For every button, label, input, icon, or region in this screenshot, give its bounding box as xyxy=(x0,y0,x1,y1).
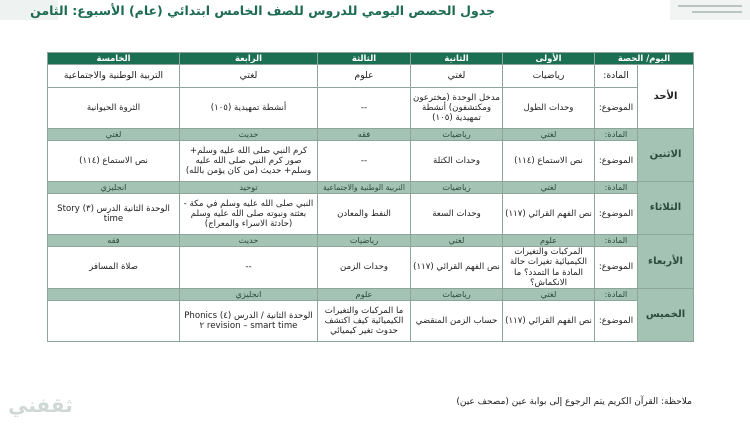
topic-cell: نص الاستماع (١١٤) xyxy=(503,141,595,182)
subject-cell: لغتي xyxy=(503,289,595,301)
ministry-logo xyxy=(670,0,750,20)
table-row xyxy=(48,194,694,235)
subject-cell: لغتي xyxy=(48,129,180,141)
day-name: الخميس xyxy=(638,289,694,342)
topic-label: الموضوع: xyxy=(595,194,638,235)
topic-cell: نص الفهم القرائي (١١٧) xyxy=(503,194,595,235)
topic-cell: الوحدة الثانية / الدرس (٤) Phonics revision – smart time ٢ xyxy=(180,301,318,342)
footer-note: ملاحظة: القرآن الكريم يتم الرجوع إلى بوابة عين (مصحف عين) xyxy=(456,397,692,407)
subject-label: المادة: xyxy=(595,129,638,141)
table-row xyxy=(48,289,694,301)
topic-cell: -- xyxy=(180,247,318,289)
topic-cell: حساب الزمن المنقضي xyxy=(411,301,503,342)
topic-cell: أنشطة تمهيدية (١٠٥) xyxy=(180,88,318,129)
subject-cell: رياضيات xyxy=(411,289,503,301)
subject-cell: فقه xyxy=(48,235,180,247)
subject-cell: انجليزي xyxy=(180,289,318,301)
subject-label: المادة: xyxy=(595,235,638,247)
topic-cell: الثروة الحيوانية xyxy=(48,88,180,129)
period-header: الرابعة xyxy=(180,53,318,65)
subject-cell: رياضيات xyxy=(411,129,503,141)
watermark-logo: ثقفني xyxy=(8,393,73,417)
topic-cell: وحدات الزمن xyxy=(318,247,411,289)
topic-cell: النبي صلى الله عليه وسلم في مكة - بعثته ونبوته صلى الله عليه وسلم (حادثة الاسراء والمعراج) xyxy=(180,194,318,235)
subject-cell: رياضيات xyxy=(318,235,411,247)
subject-cell: لغتي xyxy=(411,65,503,88)
topic-cell: نص الاستماع (١١٤) xyxy=(48,141,180,182)
period-header: الثالثة xyxy=(318,53,411,65)
topic-cell: وحدات السعة xyxy=(411,194,503,235)
topic-cell: نص الفهم القرائي (١١٧) xyxy=(503,301,595,342)
topic-cell: وحدات الطول xyxy=(503,88,595,129)
period-header: الثانية xyxy=(411,53,503,65)
topic-label: الموضوع: xyxy=(595,141,638,182)
subject-cell: التربية الوطنية والاجتماعية xyxy=(318,182,411,194)
topic-cell: مدخل الوحدة (مخترعون ومكتشفون) أنشطة تمهيدية (١٠٥) xyxy=(411,88,503,129)
topic-cell: المركبات والتغيرات الكيميائية تغيرات حالة المادة ما التمدد؟ ما الانكماش؟ xyxy=(503,247,595,289)
day-name: الأحد xyxy=(638,65,694,129)
topic-cell xyxy=(48,301,180,342)
subject-cell: انجليزي xyxy=(48,182,180,194)
subject-label: المادة: xyxy=(595,289,638,301)
subject-cell: التربية الوطنية والاجتماعية xyxy=(48,65,180,88)
day-name: الاثنين xyxy=(638,129,694,182)
topic-cell: كرم النبي صلى الله عليه وسلم+ صور كرم النبي صلى الله عليه وسلم+ حديث (من كان يؤمن بالله) xyxy=(180,141,318,182)
subject-cell: علوم xyxy=(318,289,411,301)
subject-cell: علوم xyxy=(318,65,411,88)
table-row xyxy=(48,129,694,141)
subject-cell: علوم xyxy=(503,235,595,247)
subject-cell: حديث xyxy=(180,235,318,247)
subject-cell: توحيد xyxy=(180,182,318,194)
subject-cell: حديث xyxy=(180,129,318,141)
table-row xyxy=(48,182,694,194)
subject-cell: لغتي xyxy=(180,65,318,88)
subject-cell: لغتي xyxy=(503,182,595,194)
topic-cell: النفط والمعادن xyxy=(318,194,411,235)
day-name: الأربعاء xyxy=(638,235,694,289)
subject-cell: رياضيات xyxy=(503,65,595,88)
topic-cell: وحدات الكتلة xyxy=(411,141,503,182)
day-name: الثلاثاء xyxy=(638,182,694,235)
table-row xyxy=(48,247,694,289)
period-header: الأولى xyxy=(503,53,595,65)
subject-cell: لغتي xyxy=(503,129,595,141)
subject-cell: لغتي xyxy=(411,235,503,247)
topic-label: الموضوع: xyxy=(595,88,638,129)
topic-cell: نص الفهم القرائي (١١٧) xyxy=(411,247,503,289)
table-row xyxy=(48,301,694,342)
topic-cell: -- xyxy=(318,141,411,182)
table-row xyxy=(48,65,694,88)
period-header: الخامسة xyxy=(48,53,180,65)
topic-cell: -- xyxy=(318,88,411,129)
page-title: جدول الحصص اليومي للدروس للصف الخامس ابتدائي (عام) الأسبوع: الثامن xyxy=(30,3,495,18)
subject-cell xyxy=(48,289,180,301)
subject-cell: رياضيات xyxy=(411,182,503,194)
table-row xyxy=(48,235,694,247)
table-row xyxy=(48,88,694,129)
topic-label: الموضوع: xyxy=(595,301,638,342)
subject-cell: فقه xyxy=(318,129,411,141)
header-row xyxy=(48,53,694,65)
topic-cell: الوحدة الثانية الدرس (٣) Story time xyxy=(48,194,180,235)
table-row xyxy=(48,141,694,182)
subject-label: المادة: xyxy=(595,182,638,194)
corner-cell: اليوم/ الحصة xyxy=(595,53,694,65)
topic-cell: ما المركبات والتغيرات الكيميائية كيف اكتشف حدوث تغير كيميائي xyxy=(318,301,411,342)
topic-label: الموضوع: xyxy=(595,247,638,289)
subject-label: المادة: xyxy=(595,65,638,88)
topic-cell: صلاة المسافر xyxy=(48,247,180,289)
schedule-table xyxy=(47,52,694,342)
